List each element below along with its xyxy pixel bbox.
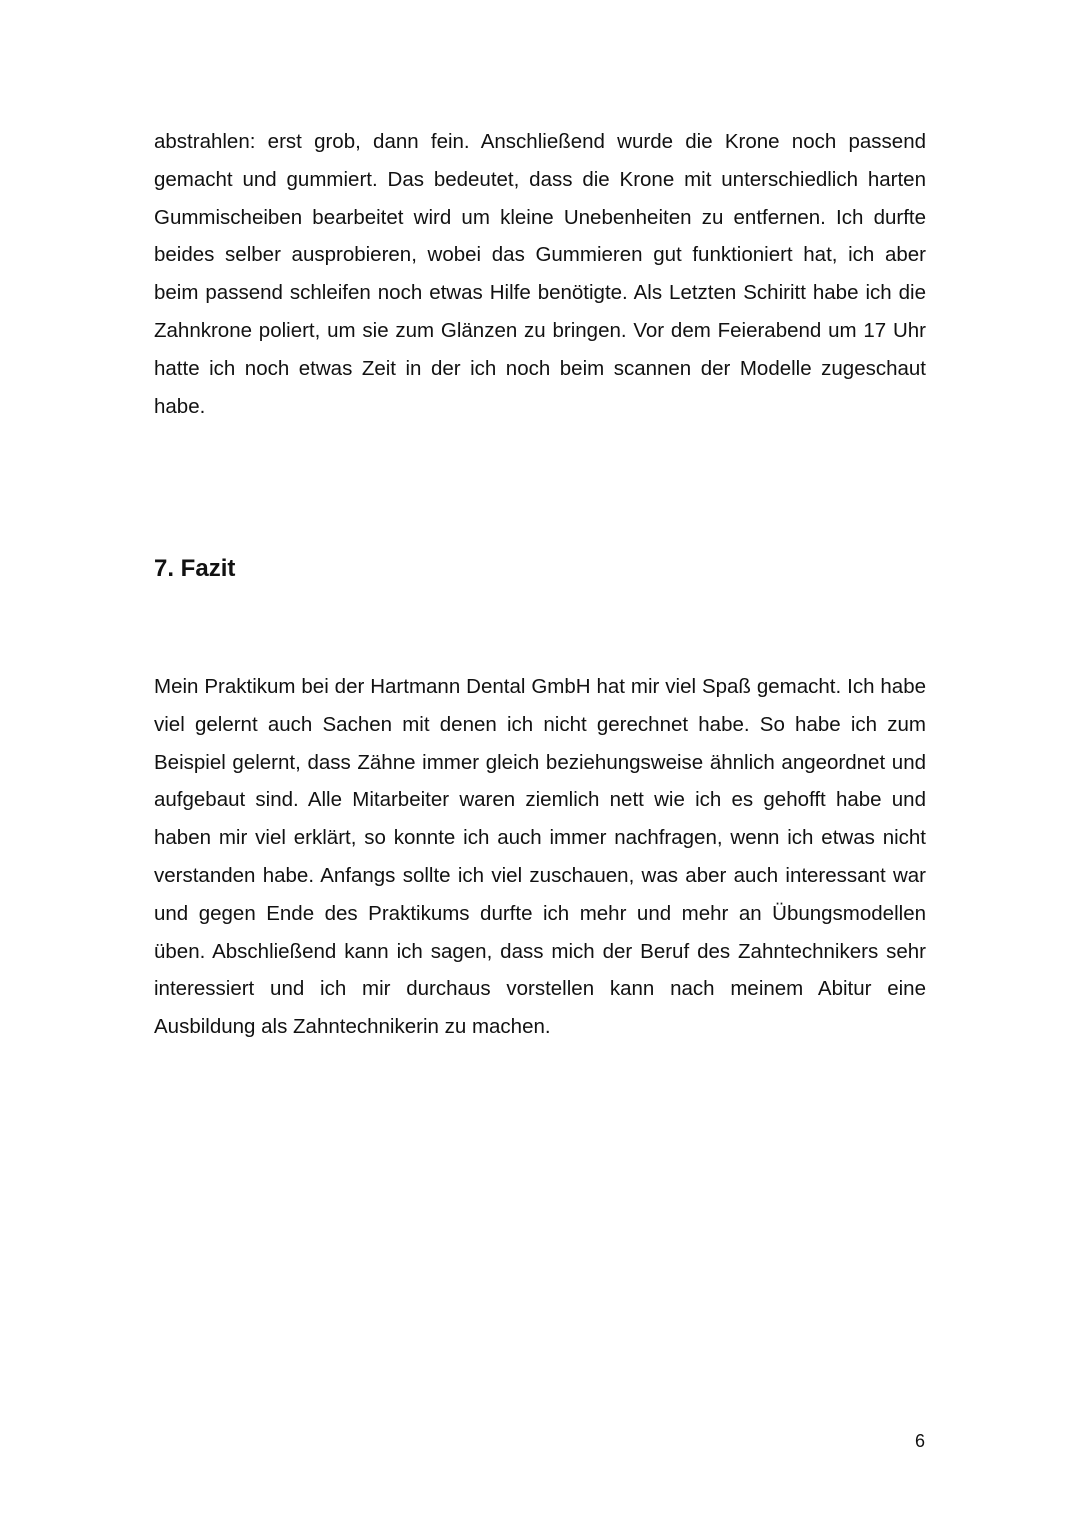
page-number: 6 — [914, 1431, 925, 1451]
section-heading-fazit: 7. Fazit — [154, 555, 236, 582]
body-paragraph-fazit: Mein Praktikum bei der Hartmann Dental GmbH hat mir viel Spaß gemacht. Ich habe viel gelernt auch Sachen mit denen ich nicht gerechnet habe. So habe ich zum Beispiel gelernt, dass Zähne immer gleich beziehungsweise ähnlich angeordnet und aufgebaut sind. Alle Mitarbeiter waren ziemlich nett wie ich es gehofft habe und haben mir viel erklärt, so konnte ich auch immer nachfragen, wenn ich etwas nicht verstanden habe. Anfangs sollte ich viel zuschauen, was aber auch interessant war und gegen Ende des Praktikums durfte ich mehr und mehr an Übungsmodellen üben. Abschließend kann ich sagen, dass mich der Beruf des Zahntechnikers sehr interessiert und ich mir durchaus vorstellen kann nach meinem Abitur eine Ausbildung als Zahntechnikerin zu machen. — [154, 675, 926, 1039]
body-paragraph-intro: abstrahlen: erst grob, dann fein. Anschließend wurde die Krone noch passend gemacht und gummiert. Das bedeutet, dass die Krone mit unterschiedlich harten Gummischeiben bearbeitet wird um kleine Unebenheiten zu entfernen. Ich durfte beides selber ausprobieren, wobei das Gummieren gut funktioniert hat, ich aber beim passend schleifen noch etwas Hilfe benötigte. Als Letzten Schiritt habe ich die Zahnkrone poliert, um sie zum Glänzen zu bringen. Vor dem Feierabend um 17 Uhr hatte ich noch etwas Zeit in der ich noch beim scannen der Modelle zugeschaut habe. — [154, 130, 926, 418]
